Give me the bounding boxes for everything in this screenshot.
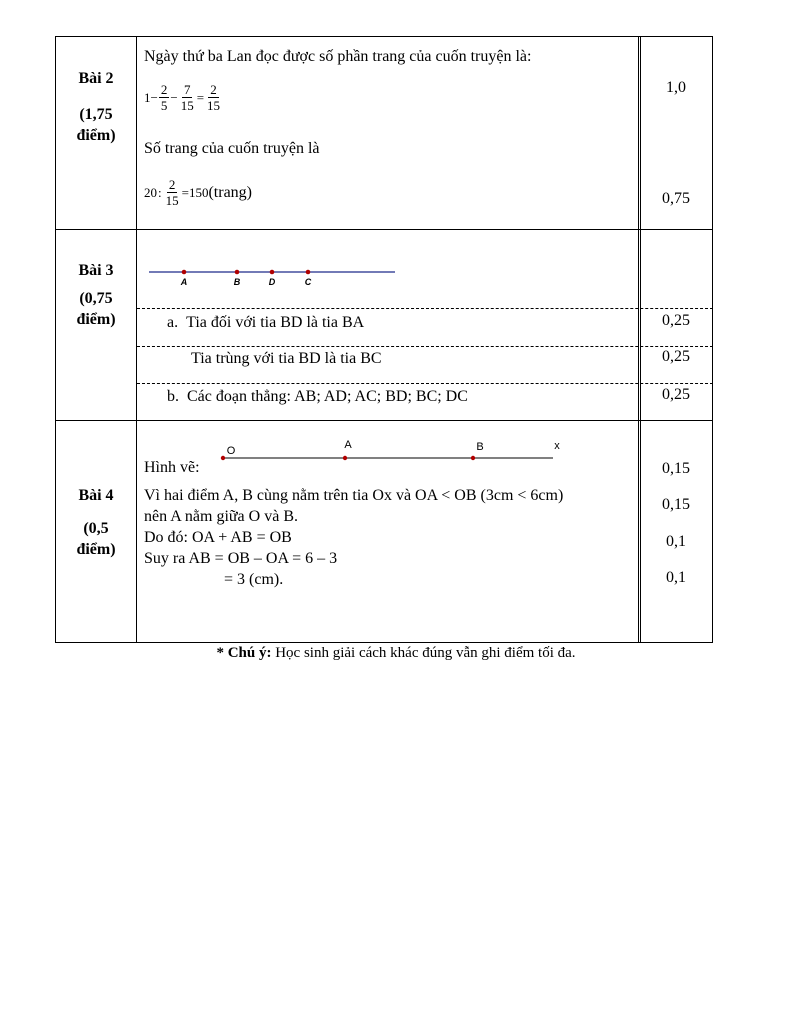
sub-row-divider-1 (137, 308, 713, 309)
table-border-bottom (55, 642, 713, 643)
bai3-label-title: Bài 3 (78, 262, 114, 279)
bai4-point-a (343, 456, 347, 460)
bai2-label-points: (1,75 (79, 106, 113, 123)
bai3-row-b-text: Các đoạn thẳng: AB; AD; AC; BD; BC; DC (187, 388, 468, 405)
bai4-line1: Vì hai điểm A, B cùng nằm trên tia Ox và OA < OB (3cm < 6cm) (144, 487, 564, 504)
expr2-colon: : (158, 184, 162, 200)
bai4-hinh-ve: Hình vẽ: (144, 459, 200, 476)
bai4-label-a: A (344, 439, 352, 451)
footnote (0, 645, 792, 662)
expr1-f3-numerator: 2 (210, 82, 217, 97)
expr1-equals: = (196, 89, 205, 105)
bai4-label-o: O (226, 445, 236, 457)
bai3-row-b-marker: b. (167, 388, 179, 405)
expr1-fraction-1 (159, 82, 170, 113)
expr2-numerator: 2 (168, 177, 176, 192)
bai2-expression-1 (144, 82, 223, 113)
table-border-top (55, 36, 713, 37)
expr2-twenty: 20 (144, 184, 157, 200)
bai3-row-a2-score: 0,25 (662, 348, 690, 365)
expr1-f3-denominator: 15 (207, 98, 221, 113)
bai3-label (55, 260, 137, 330)
bai4-line3: Do đó: OA + AB = OB (144, 529, 292, 546)
expr2-result: =150 (181, 184, 209, 200)
bai3-label-unit: điểm) (76, 311, 116, 328)
bai3-row-a-score: 0,25 (662, 312, 690, 329)
expr1-f2-denominator: 15 (180, 98, 194, 113)
bai3-label-b: B (233, 277, 241, 287)
expr2-fraction (164, 177, 181, 208)
bai2-line2: Số trang của cuốn truyện là (144, 140, 320, 157)
bai2-expression-2 (144, 177, 252, 208)
expr1-one: 1 (144, 89, 151, 105)
bai3-row-a-text: Tia đối với tia BD là tia BA (186, 314, 365, 331)
bai2-score-1: 1,0 (666, 79, 686, 96)
bai4-ray-figure (215, 436, 575, 466)
bai3-point-b (235, 270, 240, 275)
bai4-line2: nên A nằm giữa O và B. (144, 508, 298, 525)
bai2-score-2: 0,75 (662, 190, 690, 207)
bai4-score-4: 0,1 (666, 569, 686, 586)
bai4-score-2: 0,15 (662, 496, 690, 513)
row-divider-1 (55, 229, 713, 230)
bai2-label-title: Bài 2 (78, 70, 114, 87)
bai3-point-d (270, 270, 275, 275)
bai3-row-b (167, 386, 468, 407)
bai4-score-3: 0,1 (666, 533, 686, 550)
column-divider-2b (640, 36, 641, 643)
expr2-denominator: 15 (165, 193, 179, 208)
bai4-score-1: 0,15 (662, 460, 690, 477)
bai3-label-points: (0,75 (79, 290, 113, 307)
bai3-label-d: D (268, 277, 276, 287)
bai4-label-unit: điểm) (76, 541, 116, 558)
bai3-row-a-marker: a. (167, 314, 179, 331)
grading-table (55, 36, 713, 643)
bai3-point-c (306, 270, 311, 275)
bai3-row-a2-text: Tia trùng với tia BD là tia BC (191, 350, 382, 367)
sub-row-divider-2 (137, 346, 713, 347)
bai3-label-a: A (180, 277, 188, 287)
bai4-point-o (221, 456, 225, 460)
expr2-unit: (trang) (208, 183, 252, 201)
bai3-line-figure (145, 260, 405, 292)
table-border-right (712, 36, 713, 643)
bai4-label-points: (0,5 (83, 520, 109, 537)
bai3-point-a (182, 270, 187, 275)
bai4-line5: = 3 (cm). (224, 571, 284, 588)
sub-row-divider-3 (137, 383, 713, 384)
row-divider-2 (55, 420, 713, 421)
column-divider-2 (638, 36, 639, 643)
bai2-label (55, 68, 137, 146)
expr1-fraction-2 (179, 82, 196, 113)
footnote-label: * Chú ý: (216, 645, 272, 661)
expr1-minus-2: − (170, 89, 178, 105)
bai2-line1: Ngày thứ ba Lan đọc được số phần trang của cuốn truyện là: (144, 48, 532, 65)
expr1-f1-denominator: 5 (160, 98, 168, 113)
bai4-label-title: Bài 4 (78, 487, 114, 504)
bai4-label-x: x (554, 440, 560, 452)
expr1-minus-1: − (150, 89, 158, 105)
bai3-row-a (167, 312, 364, 333)
expr1-f2-numerator: 7 (183, 82, 191, 97)
expr1-f1-numerator: 2 (160, 82, 168, 97)
bai3-row-b-score: 0,25 (662, 386, 690, 403)
bai4-label-b: B (476, 441, 484, 453)
bai4-label (55, 485, 137, 560)
bai4-point-b (471, 456, 475, 460)
bai2-label-unit: điểm) (76, 127, 116, 144)
bai3-label-c: C (304, 277, 312, 287)
bai4-line4: Suy ra AB = OB – OA = 6 – 3 (144, 550, 338, 567)
footnote-text: Học sinh giải cách khác đúng vẫn ghi điểm tối đa. (271, 645, 576, 661)
expr1-fraction-3 (205, 82, 222, 113)
